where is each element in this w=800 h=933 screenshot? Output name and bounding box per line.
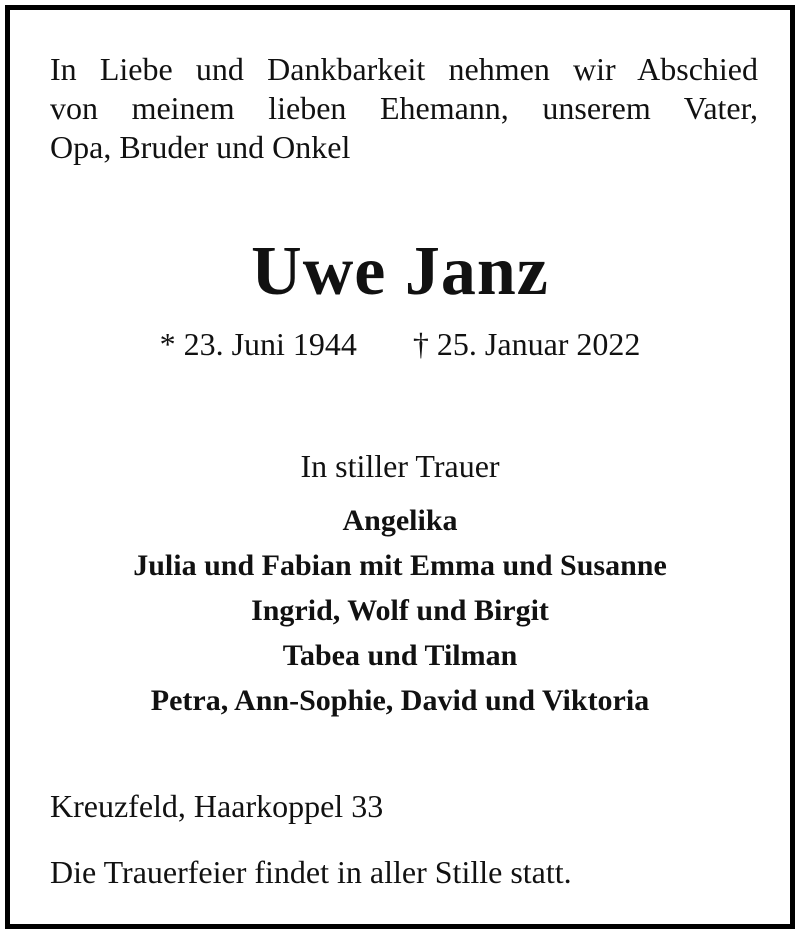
- birth-date: * 23. Juni 1944: [159, 326, 357, 362]
- mourner-line: Petra, Ann-Sophie, David und Viktoria: [150, 684, 650, 717]
- mourner-line: Julia und Fabian mit Emma und Susanne: [133, 549, 667, 582]
- mourners-list: [10, 498, 790, 723]
- intro-line: von meinem lieben Ehemann, unserem Vater,: [50, 90, 758, 126]
- life-dates: [10, 324, 790, 364]
- mourner-line: Tabea und Tilman: [282, 639, 518, 672]
- mourning-heading: In stiller Trauer: [300, 448, 500, 484]
- mourner-line: Ingrid, Wolf und Birgit: [251, 594, 549, 627]
- intro-text: [50, 50, 758, 167]
- mourner-line: Angelika: [342, 504, 458, 537]
- intro-line: Opa, Bruder und Onkel: [50, 129, 351, 165]
- intro-line: In Liebe und Dankbarkeit nehmen wir Abschied: [50, 51, 758, 87]
- address: Kreuzfeld, Haarkoppel 33: [50, 788, 384, 824]
- obituary-notice: [5, 5, 795, 929]
- service-note: Die Trauerfeier findet in aller Stille statt.: [50, 854, 572, 890]
- deceased-name: Uwe Janz: [251, 233, 549, 310]
- death-date: † 25. Januar 2022: [412, 326, 641, 362]
